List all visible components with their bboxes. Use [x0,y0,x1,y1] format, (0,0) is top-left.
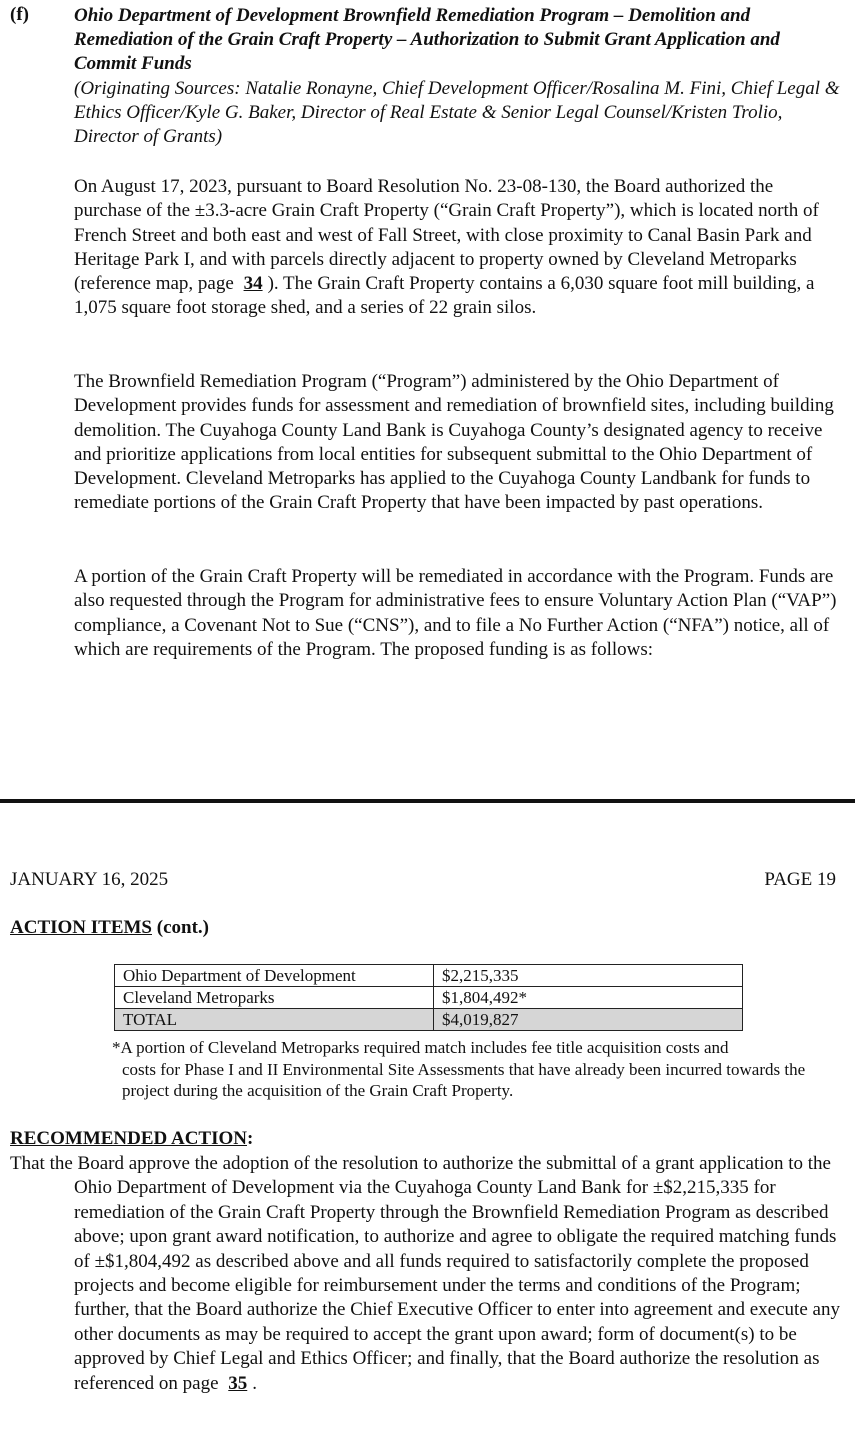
funding-amount: $2,215,335 [434,965,743,987]
funding-footnote [112,1037,832,1102]
item-letter: (f) [10,4,29,25]
recommended-action-body [10,1152,845,1396]
paragraph-program-description: The Brownfield Remediation Program (“Program”) administered by the Ohio Department of Development provides funds for assessment and remediation of brownfield sites, including building demolition. The Cuyahoga County Land Bank is Cuyahoga County’s designated agency to receive and prioritize applications from local entities for subsequent submittal to the Ohio Department of Development. Cleveland Metroparks has applied to the Cuyahoga County Landbank for funds to remediate portions of the Grain Craft Property that have been impacted by past operations. [74,371,834,514]
page-number: PAGE 19 [764,869,836,890]
section-title-suffix: (cont.) [152,917,209,938]
resolution-page-reference: 35 [228,1372,248,1394]
table-row-total [115,1009,743,1031]
paragraph-text: ). The Grain Craft Property contains a 6,030 square foot mill building, a 1,075 square foot storage shed, and a series of 22 grain silos. [74,273,815,319]
page-divider [0,799,855,803]
table-row [115,987,743,1009]
table-row [115,965,743,987]
recommended-action-title [10,1128,253,1150]
item-heading: Ohio Department of Development Brownfield Remediation Program – Demolition and Remediation of the Grain Craft Property – Authorization to Submit Grant Application and Commit Funds [74,5,780,74]
originating-sources: (Originating Sources: Natalie Ronayne, Chief Development Officer/Rosalina M. Fini, Chief Legal & Ethics Officer/Kyle G. Baker, Director of Real Estate & Senior Legal Counsel/Kristen Trolio, Director of Grants) [74,78,840,147]
funding-table [114,964,743,1031]
recommended-action-text: That the Board approve the adoption of the resolution to authorize the submittal of a grant application to the Ohio Department of Development via the Cuyahoga County Land Bank for ±$2,215,335 for remediation of the Grain Craft Property through the Brownfield Remediation Program as described above; upon grant award notification, to authorize and agree to obligate the required matching funds of ±$1,804,492 as described above and all funds required to satisfactorily complete the proposed projects and become eligible for reimbursement under the terms and conditions of the Program; further, that the Board authorize the Chief Executive Officer to enter into agreement and execute any other documents as may be required to accept the grant upon award; form of document(s) to be approved by Chief Legal and Ethics Officer; and finally, that the Board authorize the resolution as referenced on page [10,1153,840,1394]
meeting-date: JANUARY 16, 2025 [10,869,169,890]
footnote-continuation: costs for Phase I and II Environmental Site Assessments that have already been incurred towards the project during the acquisition of the Grain Craft Property. [122,1059,806,1100]
funding-amount: $4,019,827 [434,1009,743,1031]
funding-source: Ohio Department of Development [115,965,434,987]
paragraph-purchase-history [74,175,844,321]
recommended-action-end: . [252,1372,258,1394]
section-title-main: ACTION ITEMS [10,917,152,938]
recommended-action-label: RECOMMENDED ACTION [10,1128,247,1149]
funding-source: TOTAL [115,1009,434,1031]
recommended-action-colon: : [246,1128,254,1149]
paragraph-text: On August 17, 2023, pursuant to Board Resolution No. 23-08-130, the Board authorized the purchase of the ±3.3-acre Grain Craft Property (“Grain Craft Property”), which is located north of French Street and both east and west of Fall Street, with close proximity to Canal Basin Park and Heritage Park I, and with parcels directly adjacent to property owned by Cleveland Metroparks (reference map, page [74,176,819,295]
map-page-reference: 34 [243,273,263,295]
paragraph-funding-intro: A portion of the Grain Craft Property will be remediated in accordance with the Program. Funds are also requested through the Program for administrative fees to ensure Voluntary Action Plan (“VAP”) compliance, a Covenant Not to Sue (“CNS”), and to file a No Further Action (“NFA”) notice, all of which are requirements of the Program. The proposed funding is as follows: [74,566,837,660]
footnote-line: *A portion of Cleveland Metroparks required match includes fee title acquisition costs and [112,1038,729,1057]
funding-source: Cleveland Metroparks [115,987,434,1009]
funding-amount: $1,804,492* [434,987,743,1009]
section-title [10,917,209,939]
